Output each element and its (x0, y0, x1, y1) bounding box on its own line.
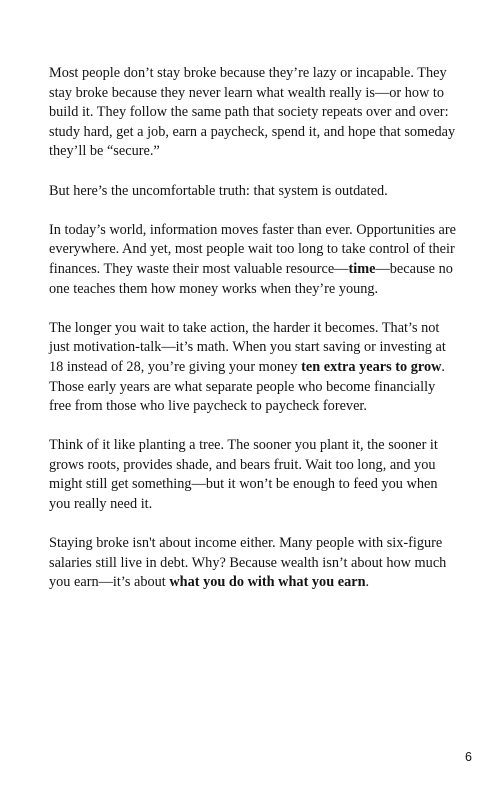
paragraph-6 (49, 534, 459, 593)
paragraph-4 (49, 319, 459, 417)
paragraph-4-text-b: . Those early years are what separate people who become financially free from those who live paycheck to paycheck forever. (49, 358, 445, 415)
paragraph-6-text-a: Staying broke isn't about income either. Many people with six-figure salaries still live in debt. Why? Because wealth isn’t about how much you earn—it’s about (49, 535, 447, 591)
paragraph-5 (49, 436, 459, 514)
paragraph-5-text: Think of it like planting a tree. The sooner you plant it, the sooner it grows roots, provides shade, and bears fruit. Wait too long, and you might still get something—but it won’t be enough to feed you when you really need it. (49, 437, 438, 513)
paragraph-2 (49, 182, 459, 202)
paragraph-3-text-a: In today’s world, information moves faster than ever. Opportunities are everywhere. And yet, most people wait too long to take control of their finances. They waste their most valuable resource— (49, 221, 456, 277)
paragraph-3-emphasis: time (348, 260, 376, 277)
paragraph-3 (49, 221, 459, 299)
paragraph-4-text-a: The longer you wait to take action, the harder it becomes. That’s not just motivation-talk—it’s math. When you start saving or investing at 18 instead of 28, you’re giving your money (49, 319, 446, 375)
paragraph-6-text-b: . (365, 574, 370, 591)
paragraph-6-emphasis: what you do with what you earn (169, 574, 366, 591)
body-text (49, 64, 459, 613)
page-number: 6 (465, 750, 472, 764)
paragraph-1 (49, 64, 459, 162)
paragraph-3-text-b: —because no one teaches them how money works when they’re young. (49, 260, 453, 297)
paragraph-1-text: Most people don’t stay broke because they’re lazy or incapable. They stay broke because they never learn what wealth really is—or how to build it. They follow the same path that society repeats over and over: study hard, get a job, earn a paycheck, spend it, and hope that someday they’ll be “secure.” (49, 65, 456, 160)
paragraph-4-emphasis: ten extra years to grow (301, 358, 442, 375)
paragraph-2-text: But here’s the uncomfortable truth: that system is outdated. (49, 182, 388, 199)
